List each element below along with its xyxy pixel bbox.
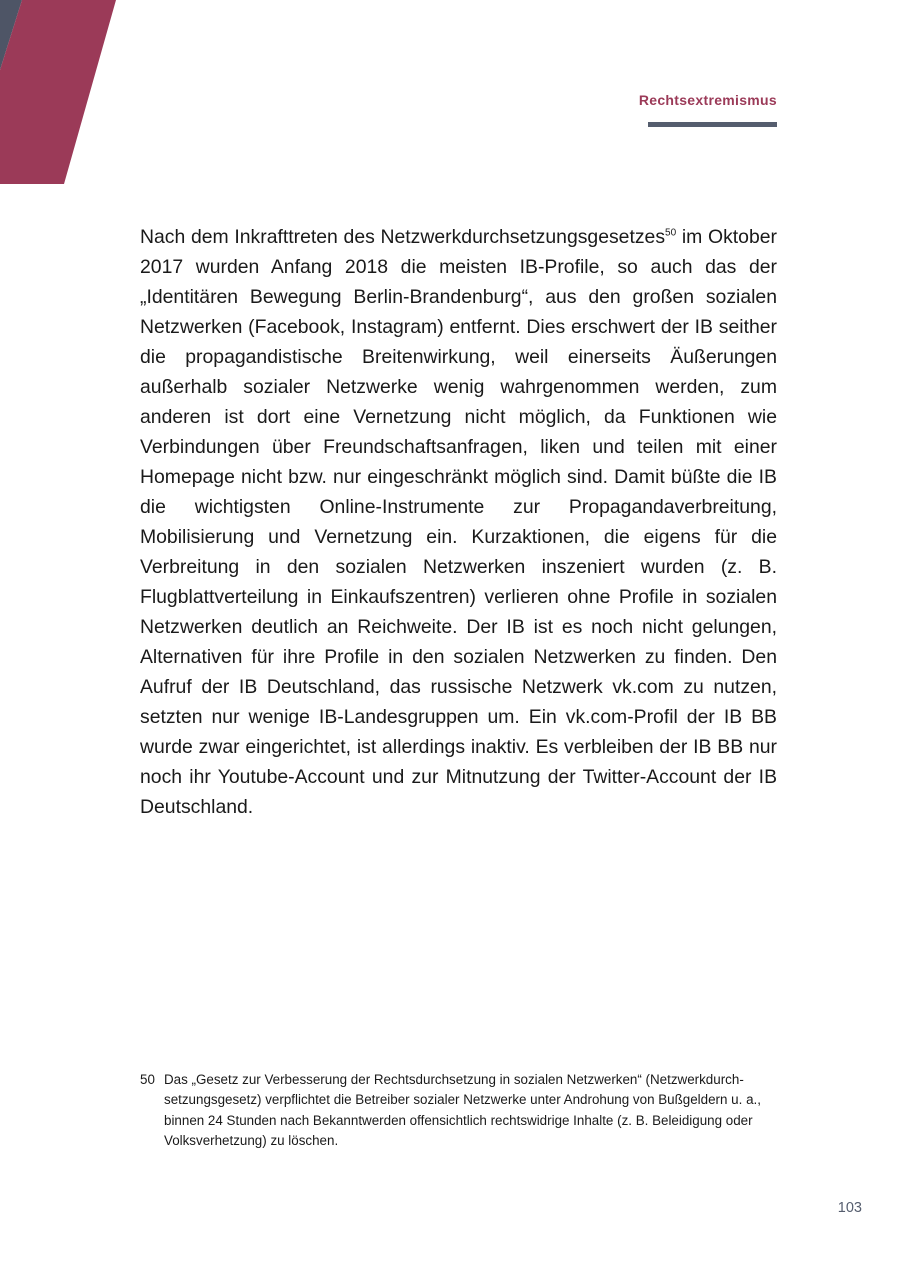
footnote-number: 50 xyxy=(140,1072,155,1087)
corner-accent-shape xyxy=(0,0,116,184)
body-paragraph xyxy=(140,222,777,822)
footnote-text: Das „Gesetz zur Verbesserung der Rechtsdurchsetzung in sozialen Netzwerken“ (Netzwerkdurchsetzungsgesetz) verpflichtet die Betreiber sozialer Netzwerke unter Androhung von Bußgeldern u. a., binnen 24 Stunden nach Bekanntwerden offensichtlich rechtswidrige Inhalte (z. B. Beleidigung oder Volksverhetzung) zu löschen. xyxy=(164,1072,761,1148)
header-rule xyxy=(648,122,777,127)
body-text-start: Nach dem Inkrafttreten des Netzwerkdurchsetzungsgesetzes xyxy=(140,226,666,248)
running-header xyxy=(560,91,777,109)
corner-decoration xyxy=(0,0,120,190)
section-title: Rechtsextremismus xyxy=(638,92,777,108)
page-number: 103 xyxy=(837,1200,862,1216)
footnote xyxy=(140,1070,777,1151)
footnote-reference[interactable]: 50 xyxy=(665,227,677,239)
body-text-rest: im Oktober 2017 wurden Anfang 2018 die meisten IB-Profile, so auch das der „Identitären Bewegung Berlin-Brandenburg“, aus den großen sozialen Netzwerken (Facebook, Instagram) entfernt. Dies erschwert der IB seither die propagandistische Breitenwirkung, weil einerseits Äußerungen außerhalb sozialer Netzwerke wenig wahrgenommen werden, zum anderen ist dort eine Vernetzung nicht möglich, da Funktionen wie Verbindungen über Freundschaftsanfragen, liken und teilen mit einer Homepage nicht bzw. nur eingeschränkt möglich sind. Damit büßte die IB die wichtigsten Online-Instrumente zur Propagandaverbreitung, Mobilisierung und Vernetzung ein. Kurzaktionen, die eigens für die Verbreitung in den sozialen Netzwerken inszeniert wurden (z. B. Flugblattverteilung in Einkaufszentren) verlieren ohne Profile in sozialen Netzwerken deutlich an Reichweite. Der IB ist es noch nicht gelungen, Alternativen für ihre Profile in den sozialen Netzwerken zu finden. Den Aufruf der IB Deutschland, das russische Netzwerk vk.com zu nutzen, setzten nur wenige IB-Landesgruppen um. Ein vk.com-Profil der IB BB wurde zwar eingerichtet, ist allerdings inaktiv. Es verbleiben der IB BB nur noch ihr Youtube-Account und zur Mitnutzung der Twitter-Account der IB Deutschland. xyxy=(140,226,777,818)
